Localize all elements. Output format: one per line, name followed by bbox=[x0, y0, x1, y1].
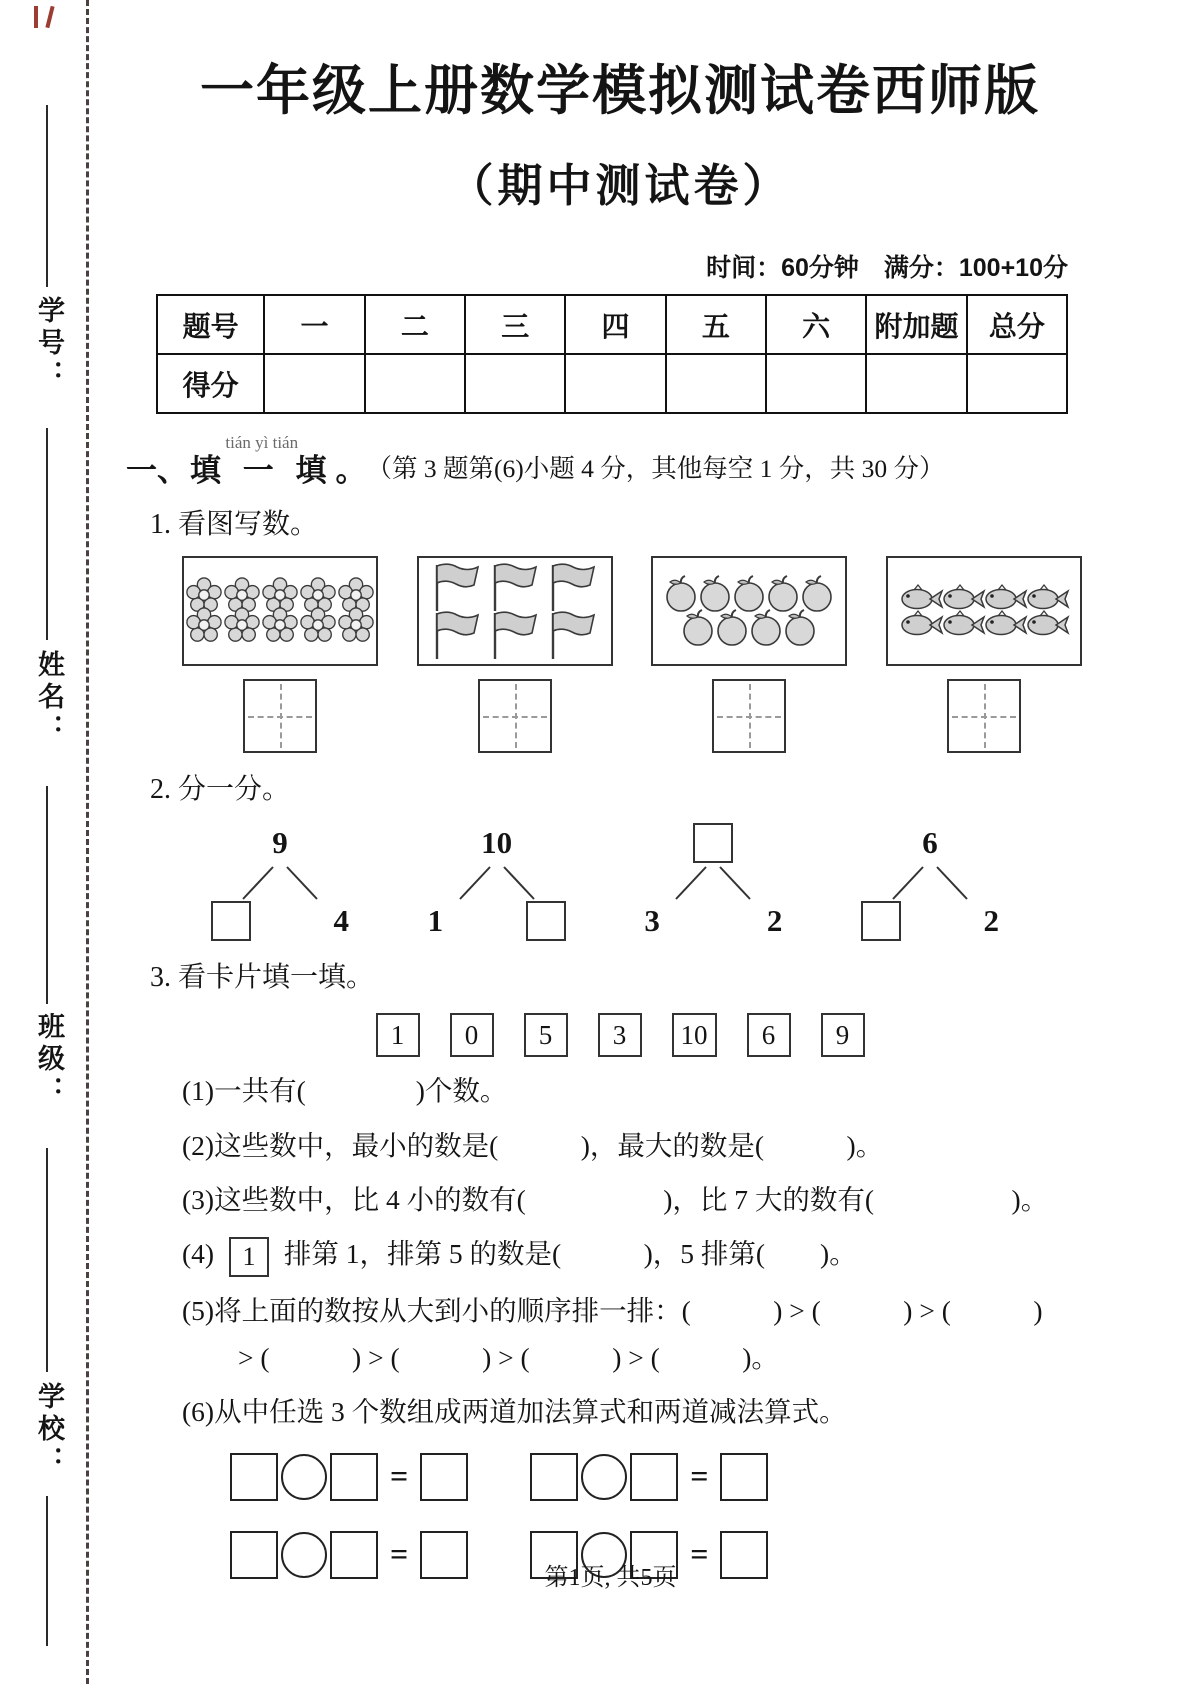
operator-circle[interactable] bbox=[281, 1454, 327, 1500]
score-cell-一[interactable] bbox=[264, 354, 364, 413]
bond-number: 2 bbox=[766, 903, 783, 939]
name-label: 姓名： bbox=[34, 650, 64, 746]
score-cell-四[interactable] bbox=[565, 354, 665, 413]
q3-label: 3. 看卡片填一填。 bbox=[150, 962, 375, 994]
number-card-1: 1 bbox=[376, 1013, 420, 1057]
answer-slot bbox=[417, 679, 613, 753]
fish-icon bbox=[1024, 609, 1070, 639]
pinyin-annotation: tián yì tián bbox=[225, 433, 299, 452]
student-id-write-line[interactable] bbox=[46, 105, 48, 287]
flag-icon bbox=[430, 609, 484, 661]
bond-number: 9 bbox=[272, 825, 288, 861]
result-box[interactable] bbox=[720, 1453, 768, 1501]
write-number-box[interactable] bbox=[243, 679, 317, 753]
score-header-row bbox=[157, 295, 1067, 354]
result-box[interactable] bbox=[420, 1453, 468, 1501]
number-bond-4 bbox=[845, 823, 1015, 941]
picture-apples bbox=[651, 556, 847, 666]
corner-mark bbox=[45, 6, 54, 28]
answer-grids-row bbox=[182, 679, 1082, 753]
exam-content bbox=[120, 0, 1120, 1579]
operator-circle[interactable] bbox=[581, 1454, 627, 1500]
flower-icon bbox=[223, 607, 261, 645]
q3-sub5: (5)将上面的数按从大到小的顺序排一排：( ) > ( ) > ( ) bbox=[182, 1294, 1043, 1326]
score-cell-三[interactable] bbox=[465, 354, 565, 413]
bond-number: 10 bbox=[481, 825, 513, 861]
write-number-box[interactable] bbox=[712, 679, 786, 753]
bond-number: 6 bbox=[922, 825, 938, 861]
apple-icon bbox=[765, 575, 801, 613]
score-cell-附加题[interactable] bbox=[866, 354, 966, 413]
write-number-box[interactable] bbox=[478, 679, 552, 753]
equation-1 bbox=[230, 1453, 468, 1501]
flower-icon bbox=[299, 607, 337, 645]
q2-label: 2. 分一分。 bbox=[150, 774, 291, 806]
apple-icon bbox=[731, 575, 767, 613]
student-id-label: 学号： bbox=[34, 296, 64, 392]
equals-sign: = bbox=[390, 1458, 409, 1495]
q3-sub4-rest: 排第 1，排第 5 的数是( )，5 排第( )。 bbox=[283, 1238, 857, 1270]
number-bond-3 bbox=[628, 823, 798, 941]
boxed-number-1: 1 bbox=[229, 1237, 269, 1277]
page-title: 一年级上册数学模拟测试卷西师版 bbox=[200, 61, 1040, 121]
section-score-note: （第 3 题第(6)小题 4 分，其他每空 1 分，共 30 分） bbox=[366, 454, 945, 484]
q3-sub2: (2)这些数中，最小的数是( )，最大的数是( )。 bbox=[182, 1129, 884, 1161]
dashed-midline-v bbox=[984, 684, 986, 748]
flag-icon bbox=[488, 609, 542, 661]
school-write-line-2[interactable] bbox=[46, 1496, 48, 1646]
flag-icon bbox=[546, 561, 600, 613]
flag-icon bbox=[488, 561, 542, 613]
apple-icon bbox=[697, 575, 733, 613]
score-col-三: 三 bbox=[465, 295, 565, 354]
apple-icon bbox=[663, 575, 699, 613]
score-score-label: 得分 bbox=[157, 354, 264, 413]
pictures-row bbox=[182, 556, 1082, 666]
school-label: 学校： bbox=[34, 1382, 64, 1478]
number-card-9: 9 bbox=[821, 1013, 865, 1057]
fish-icon bbox=[898, 609, 944, 639]
flower-icon bbox=[185, 607, 223, 645]
operand-box[interactable] bbox=[230, 1453, 278, 1501]
school-write-line[interactable] bbox=[46, 1148, 48, 1372]
fish-icon bbox=[982, 609, 1028, 639]
bond-number: 4 bbox=[333, 903, 349, 939]
page-footer: 第1页, 共5页 bbox=[544, 1565, 677, 1591]
q3-sub3: (3)这些数中，比 4 小的数有( )，比 7 大的数有( )。 bbox=[182, 1183, 1049, 1215]
q3-sub6: (6)从中任选 3 个数组成两道加法算式和两道减法算式。 bbox=[182, 1396, 847, 1428]
section-title-with-pinyin bbox=[190, 434, 334, 488]
operand-box[interactable] bbox=[330, 1453, 378, 1501]
score-table bbox=[156, 294, 1068, 414]
equals-sign: = bbox=[690, 1458, 709, 1495]
score-cell-二[interactable] bbox=[365, 354, 465, 413]
bond-answer-box[interactable] bbox=[693, 823, 733, 863]
class-write-line[interactable] bbox=[46, 786, 48, 1004]
dashed-midline-v bbox=[749, 684, 751, 748]
number-card-6: 6 bbox=[747, 1013, 791, 1057]
flower-icon bbox=[337, 607, 375, 645]
number-card-10: 10 bbox=[672, 1013, 717, 1057]
number-bond-1 bbox=[195, 823, 365, 941]
name-write-line[interactable] bbox=[46, 428, 48, 640]
picture-flowers bbox=[182, 556, 378, 666]
number-card-3: 3 bbox=[598, 1013, 642, 1057]
apple-icon bbox=[714, 609, 750, 647]
score-header-label: 题号 bbox=[157, 295, 264, 354]
score-col-附加题: 附加题 bbox=[866, 295, 966, 354]
cards-row bbox=[120, 1013, 1120, 1057]
bond-answer-box[interactable] bbox=[861, 901, 901, 941]
operand-box[interactable] bbox=[630, 1453, 678, 1501]
q3-sub4-prefix: (4) bbox=[182, 1238, 215, 1270]
bond-number: 3 bbox=[644, 903, 660, 939]
score-col-六: 六 bbox=[766, 295, 866, 354]
q3-sub1: (1)一共有( )个数。 bbox=[182, 1075, 508, 1107]
section-period: 。 bbox=[335, 453, 367, 489]
score-score-row bbox=[157, 354, 1067, 413]
apple-icon bbox=[782, 609, 818, 647]
q1-label: 1. 看图写数。 bbox=[150, 509, 319, 541]
dashed-midline-v bbox=[280, 684, 282, 748]
bonds-row bbox=[195, 823, 1015, 941]
picture-flags bbox=[417, 556, 613, 666]
score-col-四: 四 bbox=[565, 295, 665, 354]
answer-slot bbox=[886, 679, 1082, 753]
flag-icon bbox=[546, 609, 600, 661]
dashed-midline-v bbox=[515, 684, 517, 748]
number-card-0: 0 bbox=[450, 1013, 494, 1057]
q3-sub4 bbox=[182, 1233, 1120, 1277]
corner-mark bbox=[34, 6, 38, 28]
score-cell-总分[interactable] bbox=[967, 354, 1067, 413]
answer-slot bbox=[651, 679, 847, 753]
equals-sign: = bbox=[390, 1536, 409, 1573]
apple-icon bbox=[799, 575, 835, 613]
q3-sub5-continued: > ( ) > ( ) > ( ) > ( )。 bbox=[238, 1342, 779, 1374]
time-and-score-info: 时间：60分钟 满分：100+10分 bbox=[706, 254, 1068, 282]
score-col-五: 五 bbox=[666, 295, 766, 354]
picture-fish bbox=[886, 556, 1082, 666]
fish-icon bbox=[940, 609, 986, 639]
number-card-5: 5 bbox=[524, 1013, 568, 1057]
bond-answer-box[interactable] bbox=[526, 901, 566, 941]
class-label: 班级： bbox=[34, 1012, 64, 1108]
apple-icon bbox=[680, 609, 716, 647]
score-col-一: 一 bbox=[264, 295, 364, 354]
bond-number: 1 bbox=[427, 903, 444, 939]
section-title: 填 一 填 bbox=[190, 452, 334, 488]
flower-icon bbox=[261, 607, 299, 645]
seal-dashed-line bbox=[86, 0, 89, 1684]
bond-answer-box[interactable] bbox=[211, 901, 251, 941]
equation-2 bbox=[530, 1453, 768, 1501]
equals-sign: = bbox=[690, 1536, 709, 1573]
section-number: 一、 bbox=[126, 453, 188, 489]
page-subtitle: （期中测试卷） bbox=[448, 160, 792, 211]
binding-margin bbox=[0, 0, 92, 1684]
flag-icon bbox=[430, 561, 484, 613]
score-cell-六[interactable] bbox=[766, 354, 866, 413]
score-col-二: 二 bbox=[365, 295, 465, 354]
operand-box[interactable] bbox=[530, 1453, 578, 1501]
section-1-heading bbox=[126, 434, 1120, 488]
score-cell-五[interactable] bbox=[666, 354, 766, 413]
write-number-box[interactable] bbox=[947, 679, 1021, 753]
score-col-总分: 总分 bbox=[967, 295, 1067, 354]
bond-number: 2 bbox=[983, 903, 999, 939]
apple-icon bbox=[748, 609, 784, 647]
answer-slot bbox=[182, 679, 378, 753]
number-bond-2 bbox=[412, 823, 582, 941]
